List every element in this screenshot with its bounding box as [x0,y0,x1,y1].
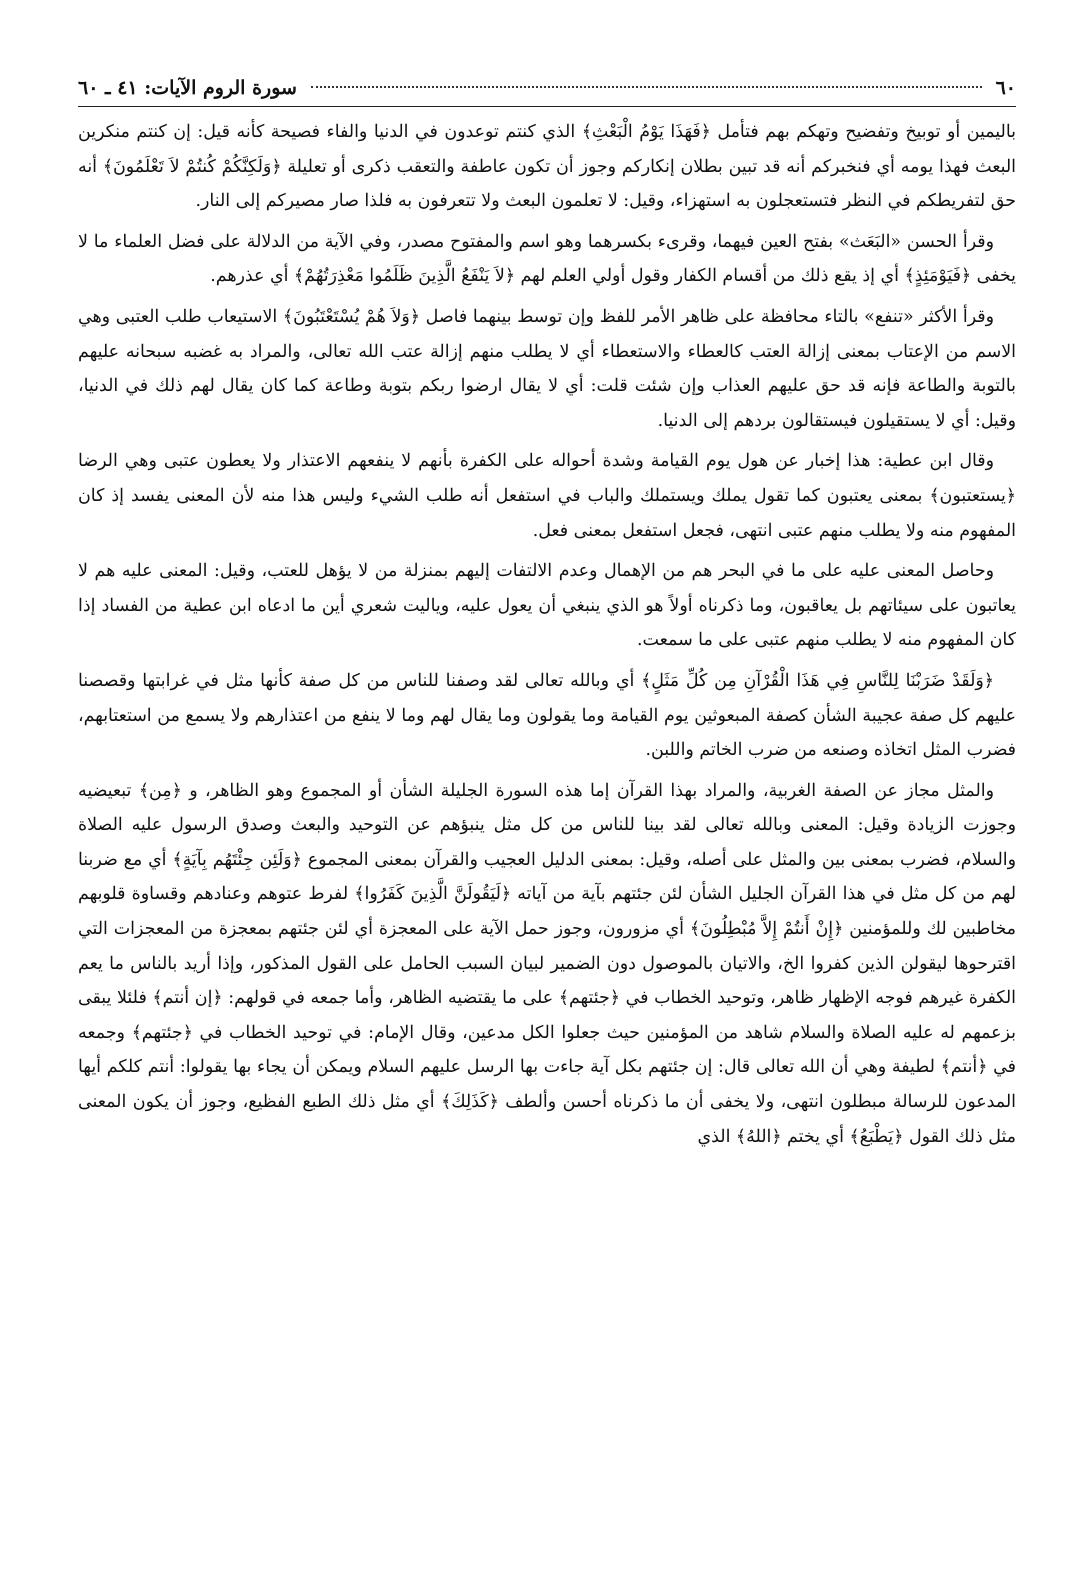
body-text [78,115,1016,1154]
paragraph: باليمين أو توبيخ وتفضيح وتهكم بهم فتأمل ﴿فَهَذَا يَوْمُ الْبَعْثِ﴾ الذي كنتم توعدون في الدنيا والفاء فصيحة كأنه قيل: إن كنتم منكرين البعث فهذا يومه أي فنخبركم أنه قد تبين بطلان إنكاركم وجوز أن تكون عاطفة والتعقب ذكرى أو تعليلة ﴿وَلَكِنَّكُمْ كُنتُمْ لاَ تَعْلَمُونَ﴾ أنه حق لتفريطكم في النظر فتستعجلون به استهزاء، وقيل: لا تعلمون البعث ولا تتعرفون به فلذا صار مصيركم إلى النار. [78,122,1016,212]
paragraph: وقرأ الحسن «البَعَث» بفتح العين فيهما، وقرىء بكسرهما وهو اسم والمفتوح مصدر، وفي الآية من الدلالة على فضل العلماء ما لا يخفى ﴿فَيَوْمَئِذٍ﴾ أي إذ يقع ذلك من أقسام الكفار وقول أولي العلم لهم ﴿لاَ يَنْفَعُ الَّذِينَ ظَلَمُوا مَعْذِرَتُهُمْ﴾ أي عذرهم. [78,231,1016,287]
paragraph: والمثل مجاز عن الصفة الغربية، والمراد بهذا القرآن إما هذه السورة الجليلة الشأن أو المجموع وهو الظاهر، و ﴿مِن﴾ تبعيضيه وجوزت الزيادة وقيل: المعنى وبالله تعالى لقد بينا للناس من كل مثل ينبؤهم عن التوحيد والبعث وصدق الرسول عليه الصلاة والسلام، فضرب بمعنى بين والمثل على أصله، وقيل: بمعنى الدليل العجيب والقرآن بمعنى المجموع ﴿وَلَئِن جِئْتَهُم بِآيَةٍ﴾ أي مع ضربنا لهم من كل مثل في هذا القرآن الجليل الشأن لئن جئتهم بآية من آياته ﴿لَيَقُولَنَّ الَّذِينَ كَفَرُوا﴾ لفرط عتوهم وعنادهم وقساوة قلوبهم مخاطبين لك وللمؤمنين ﴿إِنْ أَنتُمْ إِلاَّ مُبْطِلُونَ﴾ أي مزورون، وجوز حمل الآية على المعجزة أي لئن جئتهم بمعجزة من المعجزات التي اقترحوها ليقولن الذين كفروا الخ، والاتيان بالموصول دون الضمير لبيان السبب الحامل على القول المذكور، وإذا أريد بالناس ما يعم الكفرة غيرهم فوجه الإظهار ظاهر، وتوحيد الخطاب في ﴿جئتهم﴾ على ما يقتضيه الظاهر، وأما جمعه في قولهم: ﴿إن أنتم﴾ فلئلا يبقى بزعمهم له عليه الصلاة والسلام شاهد من المؤمنين حيث جعلوا الكل مدعين، وقال الإمام: في توحيد الخطاب في ﴿جئتهم﴾ وجمعه في ﴿أنتم﴾ لطيفة وهي أن الله تعالى قال: إن جئتهم بكل آية جاءت بها الرسل عليهم السلام ويمكن أن يجاء بها يقولوا: أنتم كلكم أيها المدعون للرسالة مبطلون انتهى، ولا يخفى أن ما ذكرناه أحسن وألطف ﴿كَذَلِكَ﴾ أي مثل ذلك الطبع الفظيع، وجوز أن يكون المعنى مثل ذلك القول ﴿يَطْبَعُ﴾ أي يختم ﴿اللهُ﴾ الذي [78,780,1016,1147]
paragraph: وحاصل المعنى عليه على ما في البحر هم من الإهمال وعدم الالتفات إليهم بمنزلة من لا يؤهل للعتب، وقيل: المعنى عليه هم لا يعاتبون على سيئاتهم بل يعاقبون، وما ذكرناه أولاً هو الذي ينبغي أن يعول عليه، وياليت شعري أين ما ادعاه ابن عطية من الفساد إذا كان المفهوم منه لا يطلب منهم عتبى على ما سمعت. [78,561,1016,651]
dotted-leader [311,86,982,88]
paragraph: ﴿وَلَقَدْ ضَرَبْنَا لِلنَّاسِ فِي هَذَا الْقُرْآنِ مِن كُلِّ مَثَلٍ﴾ أي وبالله تعالى لقد وصفنا للناس من كل صفة كأنها مثل في غرابتها وقصصنا عليهم كل صفة عجيبة الشأن كصفة المبعوثين يوم القيامة وما يقولون وما يقال لهم وما لا ينفع من اعتذارهم ولا يسمع من استعتابهم، فضرب المثل اتخاذه وصنعه من ضرب الخاتم واللبن. [78,670,1016,761]
surah-title: سورة الروم الآيات: ٤١ ـ ٦٠ [78,77,297,99]
paragraph: وقرأ الأكثر «تنفع» بالتاء محافظة على ظاهر الأمر للفظ وإن توسط بينهما فاصل ﴿وَلاَ هُمْ يُسْتَعْتَبُونَ﴾ الاستيعاب طلب العتبى وهي الاسم من الإعتاب بمعنى إزالة العتب كالعطاء والاستعطاء أي لا يطلب منهم إزالة عتب الله تعالى، والمراد به غضبه سبحانه عليهم بالتوبة والطاعة فإنه قد حق عليهم العذاب وإن شئت قلت: أي لا يقال ارضوا ربكم بتوبة وطاعة كما كان يقال لهم ذلك في الدنيا، وقيل: أي لا يستقيلون فيستقالون بردهم إلى الدنيا. [78,306,1016,431]
document-page [78,70,1016,1560]
running-header [78,70,1016,107]
page-number: ٦٠ [995,77,1016,99]
paragraph: وقال ابن عطية: هذا إخبار عن هول يوم القيامة وشدة أحواله على الكفرة بأنهم لا ينفعهم الاعتذار ولا يعطون عتبى وهي الرضا ﴿يستعتبون﴾ بمعنى يعتبون كما تقول يملك ويستملك والباب في استفعل أنه طلب الشيء وليس هذا منه لأن المعنى يفسد إذ كان المفهوم منه ولا يطلب منهم عتبى انتهى، فجعل استفعل بمعنى فعل. [78,451,1016,541]
